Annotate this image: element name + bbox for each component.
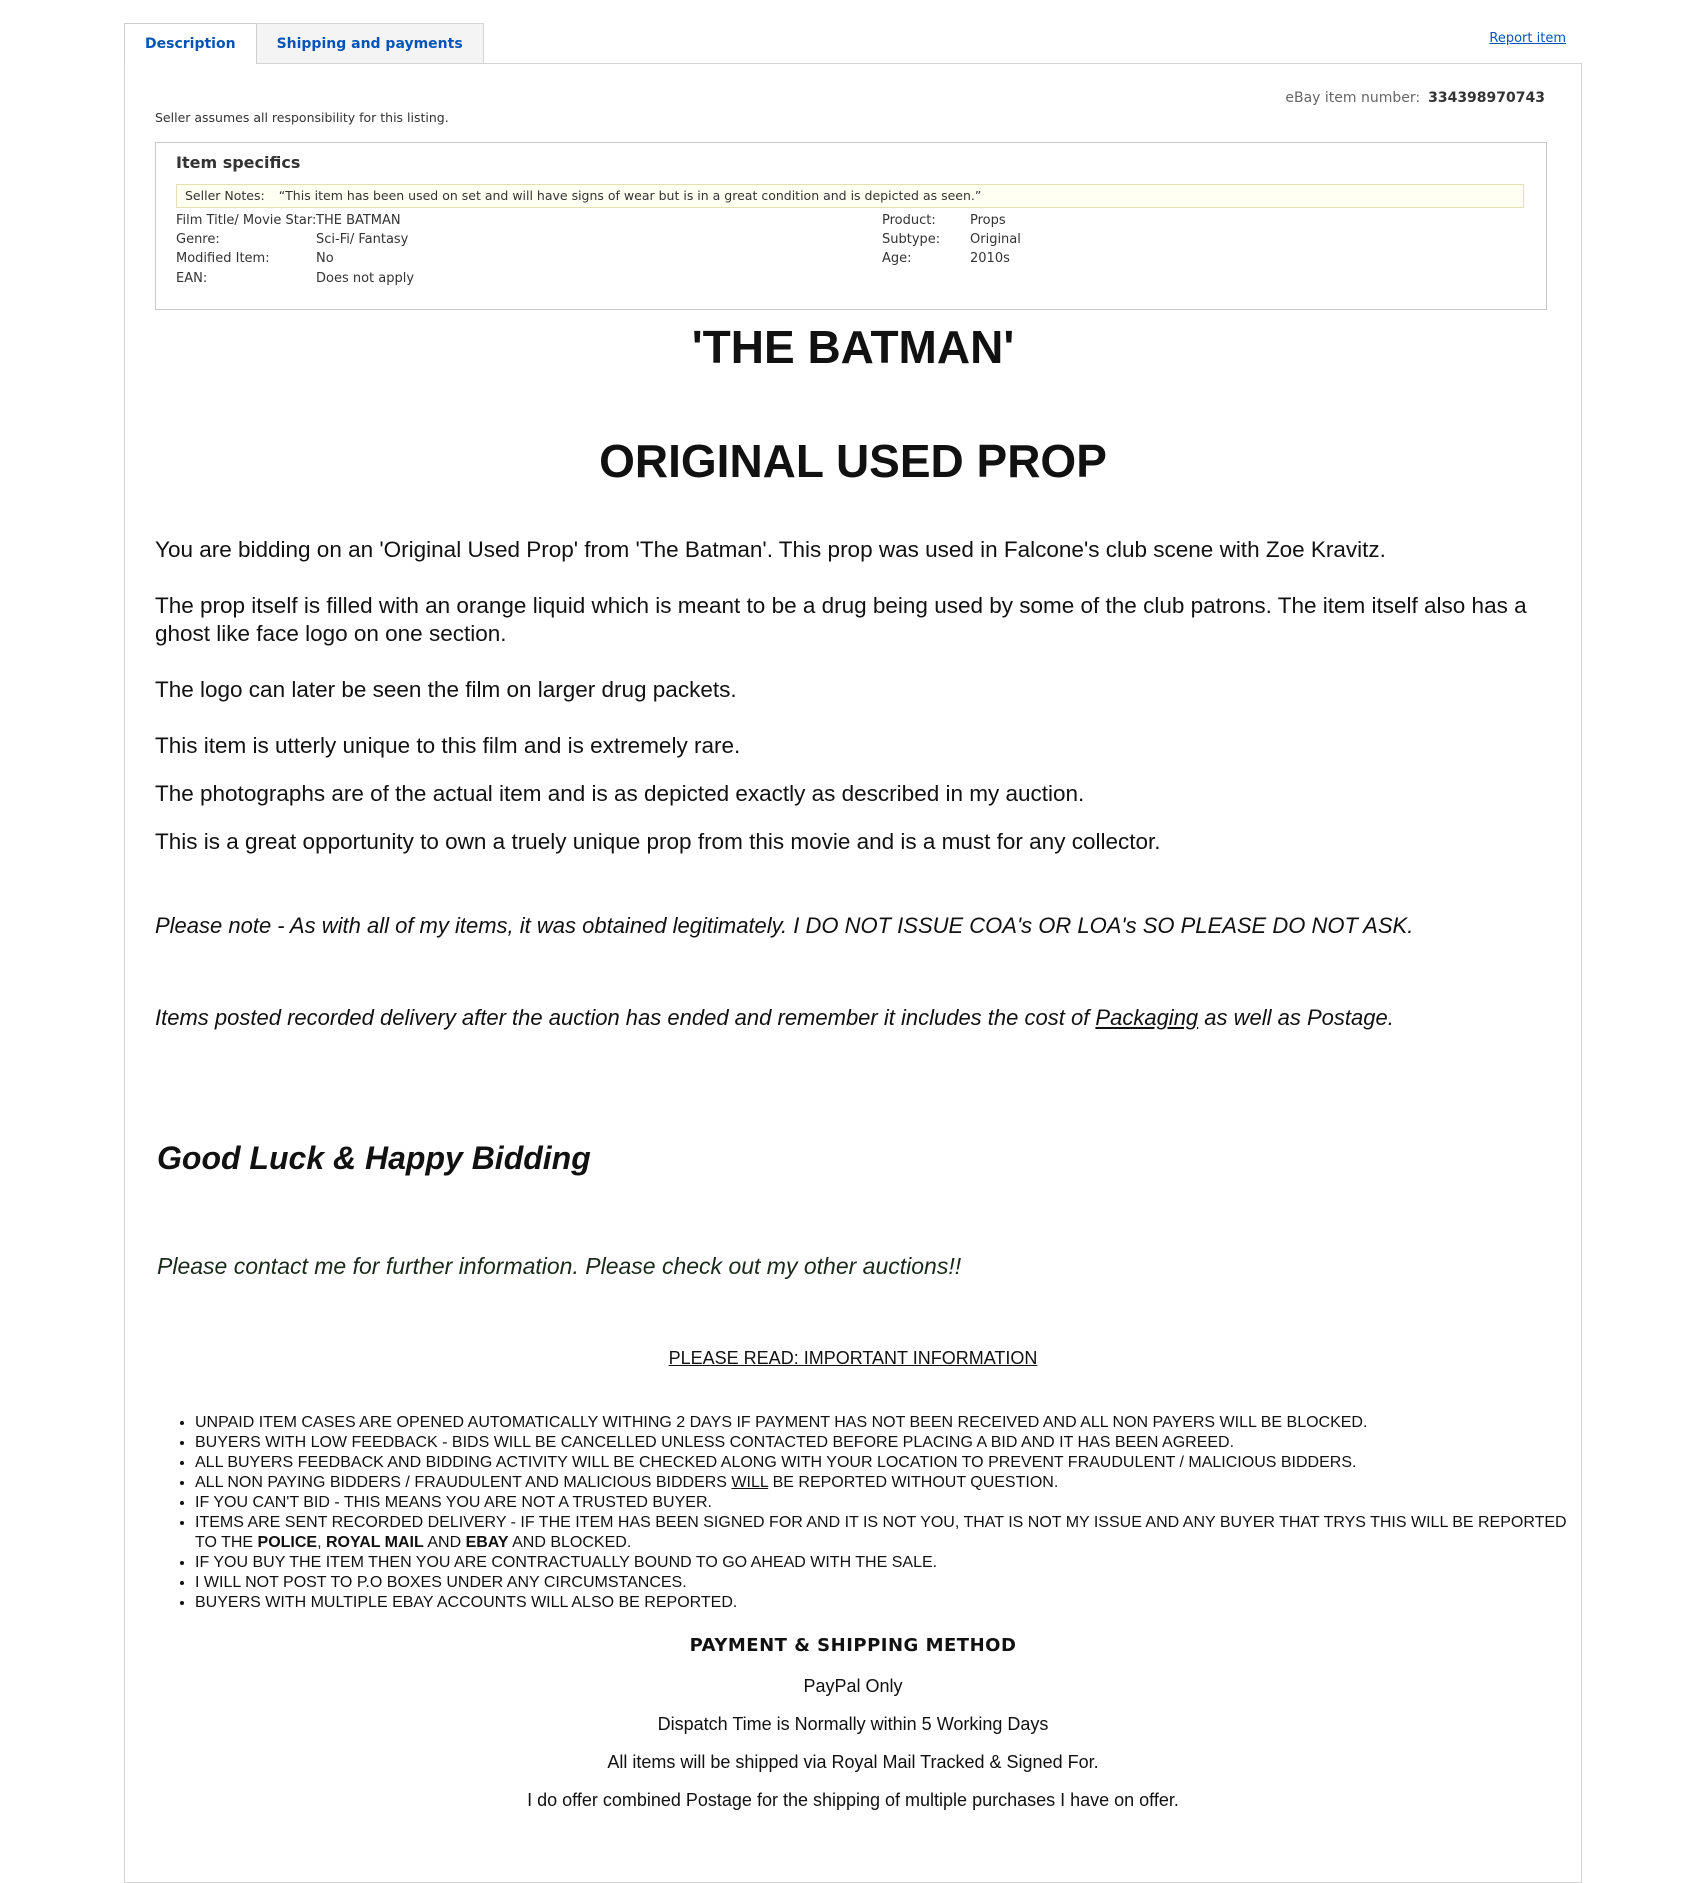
rule-text: , [317,1534,326,1551]
list-item: • ALL BUYERS FEEDBACK AND BIDDING ACTIVITY WILL BE CHECKED ALONG WITH YOUR LOCATION TO PREVENT FRAUDULENT / MALICIOUS BIDDERS. [195,1453,1575,1473]
listing-title: 'THE BATMAN' [691,321,1015,373]
description-paragraph: You are bidding on an 'Original Used Prop' from 'The Batman'. This prop was used in Falcone's club scene with Zoe Kravitz. [155,537,1386,562]
tab-shipping-and-payments[interactable]: Shipping and payments [256,23,484,63]
good-luck-heading: Good Luck & Happy Bidding [157,1140,591,1176]
item-number-label: eBay item number: [1285,90,1421,106]
description-paragraph: This is a great opportunity to own a truely unique prop from this movie and is a must for any collector. [155,829,1161,854]
spec-value: Props [970,213,1006,228]
coa-note: Please note - As with all of my items, it was obtained legitimately. I DO NOT ISSUE COA's OR LOA's SO PLEASE DO NOT ASK. [155,913,1414,938]
postage-note [155,1004,1575,1032]
report-item-link[interactable]: Report item [1489,31,1566,46]
payment-line: Dispatch Time is Normally within 5 Working Days [657,1714,1049,1734]
list-item: • BUYERS WITH MULTIPLE EBAY ACCOUNTS WILL ALSO BE REPORTED. [195,1593,1575,1613]
spec-label: Modified Item: [176,251,270,266]
item-number-value: 334398970743 [1428,90,1545,106]
postage-note-text: Items posted recorded delivery after the auction has ended and remember it includes the cost of [155,1005,1096,1030]
item-specifics [155,142,1547,310]
description-paragraph: The photographs are of the actual item and is as depicted exactly as described in my auction. [155,781,1085,806]
spec-label: Genre: [176,232,220,247]
rule-text: BE REPORTED WITHOUT QUESTION. [768,1474,1059,1491]
rules-list [165,1413,1575,1613]
important-info-heading: PLEASE READ: IMPORTANT INFORMATION [668,1348,1038,1368]
spec-value: No [316,251,334,266]
seller-responsibility-note: Seller assumes all responsibility for this listing. [155,110,449,125]
list-item: • UNPAID ITEM CASES ARE OPENED AUTOMATICALLY WITHING 2 DAYS IF PAYMENT HAS NOT BEEN RECEIVED AND ALL NON PAYERS WILL BE BLOCKED. [195,1413,1575,1433]
seller-notes-value: “This item has been used on set and will have signs of wear but is in a great condition and is depicted as seen.” [278,188,982,203]
payment-shipping-heading: PAYMENT & SHIPPING METHOD [689,1635,1017,1656]
rule-text: AND BLOCKED. [508,1534,632,1551]
tab-description[interactable]: Description [124,23,257,64]
list-item [195,1513,1575,1553]
item-number [1285,90,1545,106]
list-item: • I WILL NOT POST TO P.O BOXES UNDER ANY CIRCUMSTANCES. [195,1573,1575,1593]
description-paragraph: The prop itself is filled with an orange liquid which is meant to be a drug being used by some of the club patrons. The item itself also has a ghost like face logo on one section. [155,593,1527,646]
spec-value: 2010s [970,251,1010,266]
spec-value: Original [970,232,1021,247]
spec-label: Product: [882,213,936,228]
spec-value: THE BATMAN [316,213,401,228]
spec-value: Sci-Fi/ Fantasy [316,232,409,247]
spec-label: EAN: [176,271,208,286]
tab-bar [124,23,484,64]
payment-line: I do offer combined Postage for the shipping of multiple purchases I have on offer. [527,1790,1179,1810]
spec-label: Film Title/ Movie Star: [176,213,317,228]
rule-emphasis: WILL [731,1474,769,1491]
postage-note-packaging: Packaging [1095,1005,1199,1030]
rule-text: AND [423,1534,466,1551]
seller-notes-label: Seller Notes: [185,188,265,203]
payment-line: All items will be shipped via Royal Mail Tracked & Signed For. [607,1752,1099,1772]
rule-bold: POLICE [257,1534,318,1551]
description-paragraph: This item is utterly unique to this film and is extremely rare. [155,733,741,758]
contact-note: Please contact me for further information. Please check out my other auctions!! [157,1253,962,1279]
list-item: • IF YOU CAN'T BID - THIS MEANS YOU ARE NOT A TRUSTED BUYER. [195,1493,1575,1513]
postage-note-text: as well as Postage. [1198,1005,1394,1030]
rule-text: ITEMS ARE SENT RECORDED DELIVERY - IF THE ITEM HAS BEEN SIGNED FOR AND IT IS NOT YOU, THAT IS NOT MY ISSUE AND ANY BUYER THAT TRYS THIS WILL BE REPORTED TO THE [195,1514,1567,1551]
list-item [195,1473,1575,1493]
listing-subtitle: ORIGINAL USED PROP [599,435,1107,487]
spec-label: Age: [882,251,912,266]
rule-bold: EBAY [465,1534,509,1551]
item-specifics-title: Item specifics [176,153,301,172]
rule-text: ALL NON PAYING BIDDERS / FRAUDULENT AND MALICIOUS BIDDERS [195,1474,732,1491]
spec-value: Does not apply [316,271,415,286]
description-panel [124,63,1582,1883]
rule-bold: ROYAL MAIL [325,1534,424,1551]
payment-line: PayPal Only [803,1676,903,1696]
list-item: • IF YOU BUY THE ITEM THEN YOU ARE CONTRACTUALLY BOUND TO GO AHEAD WITH THE SALE. [195,1553,1575,1573]
list-item: • BUYERS WITH LOW FEEDBACK - BIDS WILL BE CANCELLED UNLESS CONTACTED BEFORE PLACING A BID AND IT HAS BEEN AGREED. [195,1433,1575,1453]
seller-notes [176,184,1524,208]
description-paragraph: The logo can later be seen the film on larger drug packets. [155,677,737,702]
spec-label: Subtype: [882,232,941,247]
